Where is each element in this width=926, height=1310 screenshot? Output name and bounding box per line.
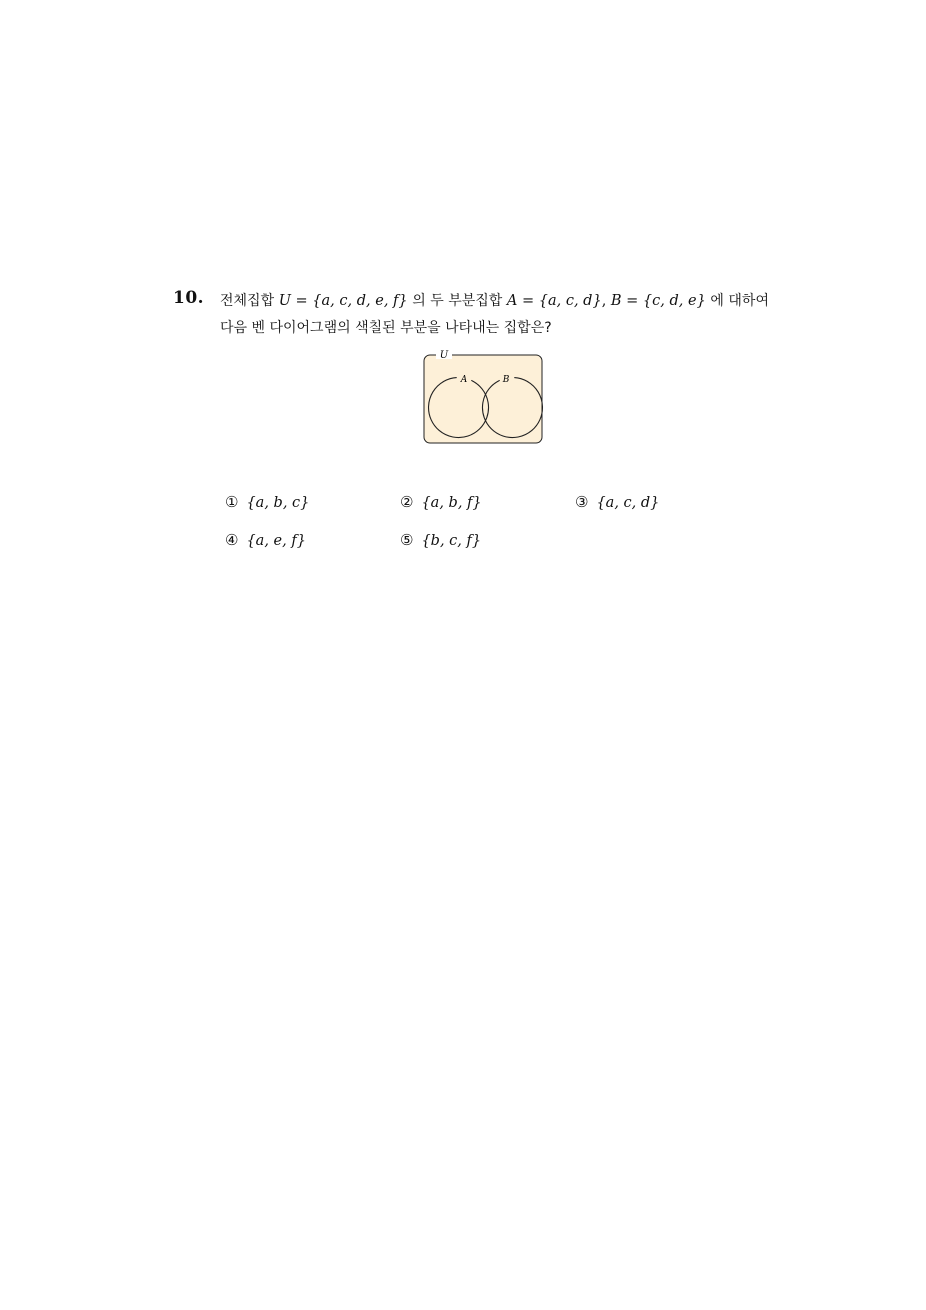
circle-b-label: B <box>502 375 510 385</box>
circle-a-label: A <box>460 375 468 385</box>
problem-number: 10. <box>173 288 205 308</box>
choice-2[interactable] <box>400 493 482 511</box>
stem-text-regarding: 에 대하여 <box>710 293 769 309</box>
venn-diagram <box>418 346 548 448</box>
stem-text-subsets: 의 두 부분집합 <box>412 293 503 309</box>
choice-5[interactable] <box>400 531 481 549</box>
choice-3-value: {a, c, d} <box>596 495 660 511</box>
separator-comma: , <box>601 293 607 309</box>
choice-2-value: {a, b, f} <box>421 495 482 511</box>
choice-2-mark: ② <box>400 493 414 511</box>
choice-4-value: {a, e, f} <box>246 533 306 549</box>
choice-3[interactable] <box>575 493 659 511</box>
universal-set-expression: U = {a, c, d, e, f} <box>278 293 408 309</box>
choice-5-value: {b, c, f} <box>421 533 482 549</box>
universe-rectangle <box>424 355 542 443</box>
choice-1-mark: ① <box>225 493 239 511</box>
choice-4[interactable] <box>225 531 306 549</box>
set-b-expression: B = {c, d, e} <box>610 293 706 309</box>
problem-stem <box>220 288 780 342</box>
choice-1-value: {a, b, c} <box>246 495 310 511</box>
choice-3-mark: ③ <box>575 493 589 511</box>
choice-5-mark: ⑤ <box>400 531 414 549</box>
universe-label: U <box>439 350 449 361</box>
stem-line-1 <box>220 288 780 315</box>
set-a-expression: A = {a, c, d} <box>506 293 602 309</box>
stem-line-2: 다음 벤 다이어그램의 색칠된 부분을 나타내는 집합은? <box>220 320 552 336</box>
stem-text-universal: 전체집합 <box>220 293 275 309</box>
choice-4-mark: ④ <box>225 531 239 549</box>
choice-1[interactable] <box>225 493 309 511</box>
